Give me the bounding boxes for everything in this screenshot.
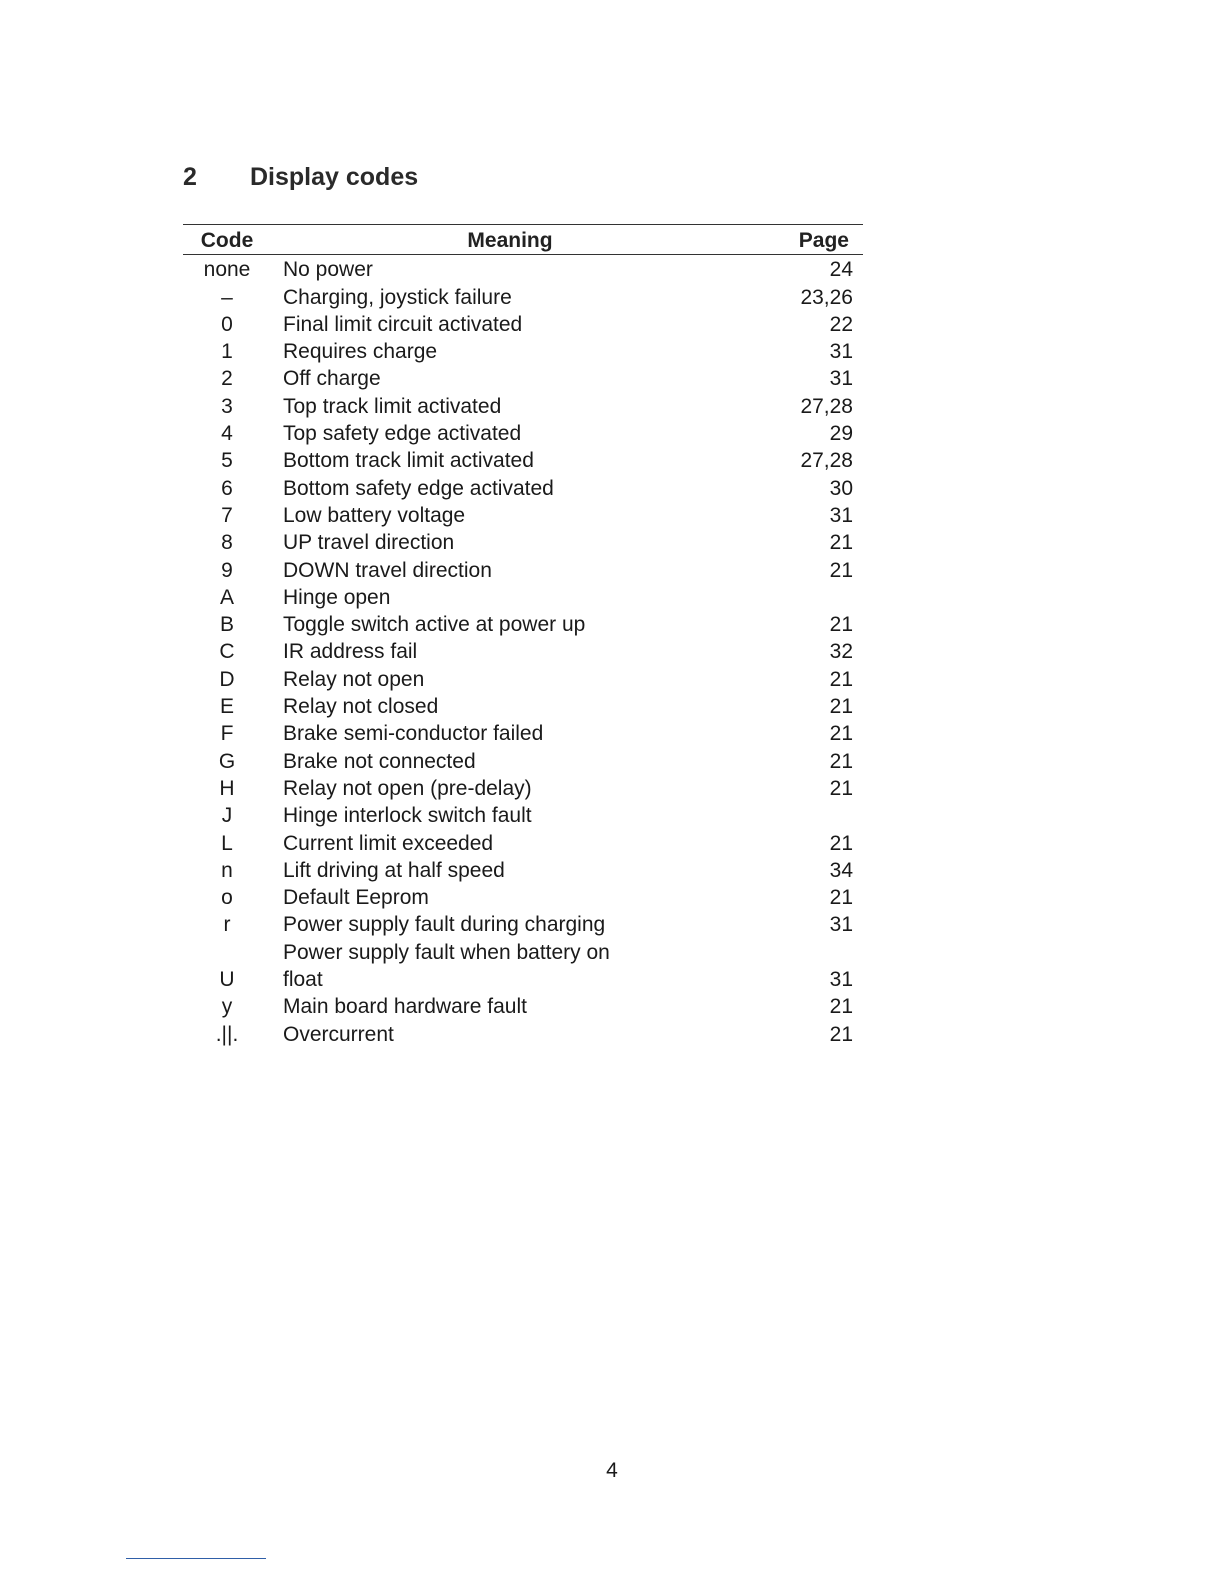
meaning-text: Relay not open (pre-delay) (283, 776, 532, 800)
meaning-cell (271, 638, 749, 665)
page-cell: 31 (829, 503, 853, 527)
page-cell: 21 (829, 667, 853, 691)
meaning-text: Charging, joystick failure (283, 285, 512, 309)
page-cell: 34 (829, 858, 853, 882)
table-row (183, 502, 863, 529)
meaning-text: Hinge open (283, 585, 391, 609)
code-cell: D (219, 667, 235, 691)
table-row (183, 420, 863, 447)
meaning-cell (271, 884, 749, 911)
meaning-cell (271, 284, 749, 311)
table-row (183, 830, 863, 857)
meaning-cell (271, 365, 749, 392)
table-row (183, 638, 863, 665)
code-cell: E (219, 695, 234, 719)
code-cell: – (221, 285, 233, 309)
table-row (183, 693, 863, 720)
meaning-text: Final limit circuit activated (283, 312, 523, 336)
meaning-text: Default Eeprom (283, 886, 429, 910)
table-row (183, 365, 863, 392)
code-cell: F (220, 722, 234, 746)
meaning-cell (271, 311, 749, 338)
page-cell: 21 (829, 695, 853, 719)
code-cell: A (219, 585, 234, 609)
meaning-cell (271, 748, 749, 775)
code-cell: J (221, 804, 233, 828)
page-cell: 31 (829, 367, 853, 391)
table-header-row (183, 225, 863, 255)
meaning-cell (271, 420, 749, 447)
code-cell: H (219, 776, 235, 800)
code-cell: r (223, 913, 231, 937)
table-row (183, 447, 863, 474)
page-cell: 27,28 (800, 394, 853, 418)
table-row (183, 475, 863, 502)
page-cell: 21 (829, 613, 853, 637)
table-row (183, 338, 863, 365)
code-cell: 2 (221, 367, 233, 391)
page-cell: 31 (829, 340, 853, 364)
page-cell: 31 (829, 913, 853, 937)
page-cell: 21 (829, 558, 853, 582)
header-code: Code (183, 225, 271, 255)
meaning-text: Bottom track limit activated (283, 449, 534, 473)
table-row (183, 720, 863, 747)
meaning-cell (271, 830, 749, 857)
table-row (183, 857, 863, 884)
meaning-cell (271, 475, 749, 502)
meaning-cell (271, 529, 749, 556)
page-cell: 21 (829, 722, 853, 746)
code-cell: 9 (221, 558, 233, 582)
meaning-text: Brake semi-conductor failed (283, 722, 544, 746)
table-row (183, 1021, 863, 1048)
meaning-text: Hinge interlock switch fault (283, 804, 532, 828)
meaning-cell (271, 611, 749, 638)
table-body (183, 255, 863, 1048)
table-row (183, 748, 863, 775)
page-cell: 21 (829, 749, 853, 773)
meaning-text: Main board hardware fault (283, 995, 527, 1019)
table-row (183, 802, 863, 829)
code-cell: 5 (221, 449, 233, 473)
header-meaning: Meaning (271, 225, 749, 255)
page-cell: 21 (829, 776, 853, 800)
table-row (183, 393, 863, 420)
meaning-text: Overcurrent (283, 1022, 394, 1046)
code-cell: 0 (221, 312, 233, 336)
page-cell: 23,26 (800, 285, 853, 309)
page-cell: 27,28 (800, 449, 853, 473)
meaning-text: Off charge (283, 367, 381, 391)
meaning-cell (271, 255, 749, 284)
table-row (183, 884, 863, 911)
code-cell: 7 (221, 503, 233, 527)
code-cell: 4 (221, 422, 233, 446)
code-cell: C (219, 640, 235, 664)
table-row (183, 666, 863, 693)
meaning-cell (271, 939, 749, 994)
meaning-cell (271, 993, 749, 1020)
meaning-cell (271, 502, 749, 529)
code-cell: L (221, 831, 233, 855)
page-cell (749, 802, 863, 829)
code-cell: B (219, 613, 234, 637)
page-number: 4 (606, 1459, 618, 1482)
code-cell: none (203, 258, 251, 282)
meaning-text: Lift driving at half speed (283, 858, 505, 882)
page-cell: 30 (829, 476, 853, 500)
code-cell: 3 (221, 394, 233, 418)
table-row (183, 775, 863, 802)
page-cell: 22 (829, 312, 853, 336)
page-cell: 21 (829, 995, 853, 1019)
footnote-separator (126, 1558, 266, 1559)
meaning-cell (271, 447, 749, 474)
meaning-text: Relay not closed (283, 695, 439, 719)
page-cell: 21 (829, 531, 853, 555)
meaning-text: No power (283, 258, 373, 282)
meaning-cell (271, 720, 749, 747)
meaning-cell (271, 911, 749, 938)
table-row (183, 255, 863, 284)
meaning-text: Low battery voltage (283, 503, 466, 527)
meaning-text: Requires charge (283, 340, 438, 364)
table-row (183, 557, 863, 584)
page-cell: 29 (829, 422, 853, 446)
code-cell: o (221, 886, 233, 910)
page-cell: 32 (829, 640, 853, 664)
table-row (183, 911, 863, 938)
code-cell: U (219, 968, 235, 992)
code-cell: y (221, 995, 233, 1019)
meaning-cell (271, 693, 749, 720)
meaning-text: Power supply fault during charging (283, 913, 606, 937)
meaning-text: UP travel direction (283, 531, 455, 555)
meaning-text: Power supply fault when battery on float (283, 940, 610, 992)
code-cell: 8 (221, 531, 233, 555)
meaning-cell (271, 557, 749, 584)
table-row (183, 284, 863, 311)
code-cell: n (221, 858, 233, 882)
code-cell: 1 (221, 340, 233, 364)
table-row (183, 529, 863, 556)
table-row (183, 311, 863, 338)
meaning-cell (271, 1021, 749, 1048)
code-cell: 6 (221, 476, 233, 500)
meaning-text: Top track limit activated (283, 394, 502, 418)
page-cell: 21 (829, 1022, 853, 1046)
meaning-cell (271, 857, 749, 884)
table-row (183, 993, 863, 1020)
page-cell: 31 (829, 968, 853, 992)
meaning-text: Top safety edge activated (283, 422, 522, 446)
meaning-text: Toggle switch active at power up (283, 613, 586, 637)
meaning-cell (271, 584, 749, 611)
page-cell: 21 (829, 831, 853, 855)
page-cell (749, 584, 863, 611)
meaning-text: Current limit exceeded (283, 831, 494, 855)
meaning-text: Brake not connected (283, 749, 476, 773)
meaning-cell (271, 338, 749, 365)
code-cell: .||. (215, 1022, 239, 1046)
section-number: 2 (183, 163, 197, 191)
meaning-text: Relay not open (283, 667, 425, 691)
meaning-text: DOWN travel direction (283, 558, 492, 582)
section-title: Display codes (250, 163, 419, 191)
table-row (183, 584, 863, 611)
meaning-text: Bottom safety edge activated (283, 476, 554, 500)
page-cell: 21 (829, 886, 853, 910)
display-codes-table (183, 224, 863, 1048)
meaning-cell (271, 393, 749, 420)
code-cell: G (218, 749, 236, 773)
meaning-cell (271, 775, 749, 802)
meaning-cell (271, 802, 749, 829)
page-cell: 24 (829, 258, 853, 282)
meaning-text: IR address fail (283, 640, 418, 664)
table-row (183, 611, 863, 638)
header-page: Page (749, 225, 863, 255)
meaning-cell (271, 666, 749, 693)
table-row (183, 939, 863, 994)
section-heading (183, 163, 418, 192)
